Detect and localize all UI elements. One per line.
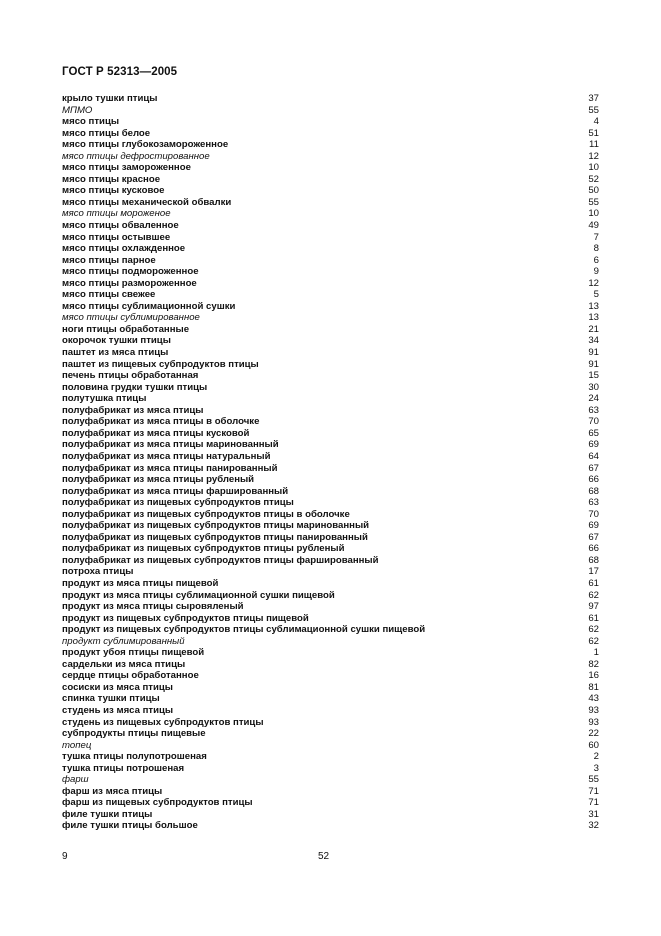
- index-entry: [62, 740, 599, 752]
- index-term: мясо птицы: [62, 116, 120, 128]
- index-entry: [62, 185, 599, 197]
- index-page-ref: 12: [588, 277, 599, 289]
- index-term: субпродукты птицы пищевые: [62, 728, 206, 740]
- index-page-ref: 13: [588, 312, 599, 324]
- index-term: печень птицы обработанная: [62, 370, 199, 382]
- index-entry: [62, 578, 599, 590]
- index-entry: [62, 497, 599, 509]
- index-entry: [62, 208, 599, 220]
- index-page-ref: 62: [588, 624, 599, 636]
- index-term: мясо птицы свежее: [62, 289, 156, 301]
- index-term: полуфабрикат из пищевых субпродуктов птицы рубленый: [62, 543, 345, 555]
- index-page-ref: 1: [593, 647, 599, 659]
- index-entry: [62, 693, 599, 705]
- index-entry: [62, 335, 599, 347]
- index-entry: [62, 382, 599, 394]
- index-page-ref: 16: [588, 670, 599, 682]
- index-entry: [62, 312, 599, 324]
- index-page-ref: 93: [588, 704, 599, 716]
- index-entry: [62, 393, 599, 405]
- index-entry: [62, 128, 599, 140]
- footer-left-number: 9: [62, 851, 68, 862]
- index-term: окорочок тушки птицы: [62, 335, 171, 347]
- index-entry: [62, 474, 599, 486]
- index-entry: [62, 659, 599, 671]
- index-entry: [62, 232, 599, 244]
- index-term: мясо птицы парное: [62, 254, 156, 266]
- index-page-ref: 62: [588, 635, 599, 647]
- index-entry: [62, 624, 599, 636]
- index-page-ref: 61: [588, 577, 599, 589]
- index-entry: [62, 763, 599, 775]
- index-page-ref: 67: [588, 531, 599, 543]
- index-entry: [62, 416, 599, 428]
- index-entry: [62, 174, 599, 186]
- index-entry: [62, 728, 599, 740]
- index-term: продукт из мяса птицы сублимационной сушки пищевой: [62, 589, 335, 601]
- index-page-ref: 91: [588, 358, 599, 370]
- index-page-ref: 5: [593, 289, 599, 301]
- index-entry: [62, 647, 599, 659]
- index-page-ref: 66: [588, 474, 599, 486]
- index-page-ref: 52: [588, 173, 599, 185]
- index-term: полуфабрикат из мяса птицы рубленый: [62, 474, 255, 486]
- index-page-ref: 50: [588, 185, 599, 197]
- index-term: студень из мяса птицы: [62, 704, 174, 716]
- index-entry: [62, 301, 599, 313]
- index-page-ref: 61: [588, 612, 599, 624]
- document-header: ГОСТ Р 52313—2005: [62, 66, 178, 78]
- index-entry: [62, 520, 599, 532]
- index-page-ref: 55: [588, 774, 599, 786]
- alphabetical-index: [62, 93, 599, 832]
- index-term: студень из пищевых субпродуктов птицы: [62, 716, 264, 728]
- index-entry: [62, 93, 599, 105]
- index-page-ref: 32: [588, 820, 599, 832]
- index-page-ref: 12: [588, 150, 599, 162]
- index-page-ref: 55: [588, 104, 599, 116]
- index-term: топец: [62, 739, 92, 751]
- index-page-ref: 81: [588, 681, 599, 693]
- index-entry: [62, 774, 599, 786]
- index-entry: [62, 670, 599, 682]
- index-entry: [62, 786, 599, 798]
- index-entry: [62, 162, 599, 174]
- index-entry: [62, 151, 599, 163]
- index-entry: [62, 613, 599, 625]
- index-page-ref: 63: [588, 404, 599, 416]
- index-term: полуфабрикат из пищевых субпродуктов птицы: [62, 497, 294, 509]
- index-page-ref: 93: [588, 716, 599, 728]
- index-term: продукт сублимированный: [62, 635, 185, 647]
- index-term: продукт из пищевых субпродуктов птицы сублимационной сушки пищевой: [62, 624, 426, 636]
- index-page-ref: 60: [588, 739, 599, 751]
- index-term: полуфабрикат из мяса птицы фаршированный: [62, 485, 289, 497]
- index-entry: [62, 255, 599, 267]
- index-term: мясо птицы кусковое: [62, 185, 165, 197]
- index-term: филе тушки птицы большое: [62, 820, 198, 832]
- index-page-ref: 69: [588, 520, 599, 532]
- index-term: мясо птицы красное: [62, 173, 161, 185]
- index-page-ref: 70: [588, 416, 599, 428]
- index-page-ref: 3: [593, 762, 599, 774]
- index-entry: [62, 405, 599, 417]
- index-term: паштет из мяса птицы: [62, 347, 169, 359]
- index-entry: [62, 370, 599, 382]
- index-page-ref: 15: [588, 370, 599, 382]
- index-page-ref: 6: [593, 254, 599, 266]
- index-entry: [62, 751, 599, 763]
- index-term: МПМО: [62, 104, 93, 116]
- index-entry: [62, 289, 599, 301]
- index-entry: [62, 220, 599, 232]
- index-term: тушка птицы потрошеная: [62, 762, 185, 774]
- index-term: продукт из мяса птицы пищевой: [62, 577, 219, 589]
- index-page-ref: 97: [588, 601, 599, 613]
- index-entry: [62, 139, 599, 151]
- index-entry: [62, 509, 599, 521]
- index-entry: [62, 347, 599, 359]
- index-entry: [62, 439, 599, 451]
- index-page-ref: 24: [588, 393, 599, 405]
- index-entry: [62, 555, 599, 567]
- index-term: полуфабрикат из мяса птицы кусковой: [62, 427, 250, 439]
- index-page-ref: 8: [593, 243, 599, 255]
- index-entry: [62, 278, 599, 290]
- index-term: мясо птицы мороженое: [62, 208, 171, 220]
- index-page-ref: 30: [588, 381, 599, 393]
- index-entry: [62, 463, 599, 475]
- index-page-ref: 62: [588, 589, 599, 601]
- index-page-ref: 21: [588, 323, 599, 335]
- index-entry: [62, 105, 599, 117]
- index-term: полутушка птицы: [62, 393, 147, 405]
- index-term: полуфабрикат из мяса птицы панированный: [62, 462, 278, 474]
- index-term: филе тушки птицы: [62, 808, 153, 820]
- index-page-ref: 68: [588, 554, 599, 566]
- index-page-ref: 67: [588, 462, 599, 474]
- index-page-ref: 71: [588, 797, 599, 809]
- index-entry: [62, 451, 599, 463]
- index-entry: [62, 797, 599, 809]
- index-term: полуфабрикат из пищевых субпродуктов птицы в оболочке: [62, 508, 350, 520]
- index-page-ref: 82: [588, 658, 599, 670]
- index-term: мясо птицы дефростированное: [62, 150, 210, 162]
- page-number: 52: [318, 851, 330, 862]
- index-term: мясо птицы сублимационной сушки: [62, 300, 236, 312]
- index-term: мясо птицы механической обвалки: [62, 196, 232, 208]
- index-term: фарш из мяса птицы: [62, 785, 163, 797]
- index-entry: [62, 820, 599, 832]
- index-term: полуфабрикат из мяса птицы маринованный: [62, 439, 279, 451]
- index-page-ref: 37: [588, 93, 599, 104]
- index-entry: [62, 243, 599, 255]
- index-page-ref: 66: [588, 543, 599, 555]
- index-page-ref: 71: [588, 785, 599, 797]
- index-term: фарш из пищевых субпродуктов птицы: [62, 797, 253, 809]
- index-page-ref: 43: [588, 693, 599, 705]
- index-term: мясо птицы размороженное: [62, 277, 197, 289]
- index-term: ноги птицы обработанные: [62, 323, 190, 335]
- index-page-ref: 2: [593, 751, 599, 763]
- index-term: паштет из пищевых субпродуктов птицы: [62, 358, 259, 370]
- index-term: полуфабрикат из пищевых субпродуктов птицы панированный: [62, 531, 368, 543]
- index-term: полуфабрикат из пищевых субпродуктов птицы фаршированный: [62, 554, 379, 566]
- index-page-ref: 22: [588, 728, 599, 740]
- index-page-ref: 69: [588, 439, 599, 451]
- index-term: полуфабрикат из мяса птицы: [62, 404, 204, 416]
- index-entry: [62, 809, 599, 821]
- index-entry: [62, 116, 599, 128]
- index-entry: [62, 266, 599, 278]
- index-entry: [62, 543, 599, 555]
- index-page-ref: 31: [588, 808, 599, 820]
- index-page-ref: 55: [588, 196, 599, 208]
- index-term: мясо птицы обваленное: [62, 220, 179, 232]
- index-term: мясо птицы замороженное: [62, 162, 191, 174]
- index-term: продукт из пищевых субпродуктов птицы пищевой: [62, 612, 309, 624]
- index-page-ref: 49: [588, 220, 599, 232]
- index-page-ref: 68: [588, 485, 599, 497]
- index-term: фарш: [62, 774, 89, 786]
- index-entry: [62, 636, 599, 648]
- index-page-ref: 9: [593, 266, 599, 278]
- index-term: полуфабрикат из мяса птицы натуральный: [62, 450, 271, 462]
- index-page-ref: 10: [588, 208, 599, 220]
- index-page-ref: 64: [588, 450, 599, 462]
- index-entry: [62, 682, 599, 694]
- index-entry: [62, 705, 599, 717]
- index-term: полуфабрикат из мяса птицы в оболочке: [62, 416, 260, 428]
- index-term: крыло тушки птицы: [62, 93, 158, 104]
- index-entry: [62, 566, 599, 578]
- index-page-ref: 34: [588, 335, 599, 347]
- index-term: половина грудки тушки птицы: [62, 381, 208, 393]
- index-term: спинка тушки птицы: [62, 693, 160, 705]
- index-page-ref: 91: [588, 347, 599, 359]
- index-term: потроха птицы: [62, 566, 134, 578]
- index-term: мясо птицы глубокозамороженное: [62, 139, 229, 151]
- index-page-ref: 65: [588, 427, 599, 439]
- index-entry: [62, 359, 599, 371]
- index-term: сардельки из мяса птицы: [62, 658, 186, 670]
- index-term: сердце птицы обработанное: [62, 670, 199, 682]
- index-page-ref: 17: [588, 566, 599, 578]
- index-term: мясо птицы сублимированное: [62, 312, 200, 324]
- index-term: продукт убоя птицы пищевой: [62, 647, 205, 659]
- index-entry: [62, 590, 599, 602]
- index-entry: [62, 324, 599, 336]
- index-entry: [62, 428, 599, 440]
- index-term: сосиски из мяса птицы: [62, 681, 173, 693]
- index-entry: [62, 717, 599, 729]
- index-page-ref: 10: [588, 162, 599, 174]
- index-term: продукт из мяса птицы сыровяленый: [62, 601, 244, 613]
- index-entry: [62, 197, 599, 209]
- index-term: мясо птицы остывшее: [62, 231, 171, 243]
- index-term: полуфабрикат из пищевых субпродуктов птицы маринованный: [62, 520, 370, 532]
- index-page-ref: 70: [588, 508, 599, 520]
- index-page-ref: 4: [593, 116, 599, 128]
- index-entry: [62, 601, 599, 613]
- index-term: мясо птицы белое: [62, 127, 151, 139]
- index-term: мясо птицы охлажденное: [62, 243, 186, 255]
- index-page-ref: 13: [588, 300, 599, 312]
- index-page-ref: 11: [589, 139, 599, 151]
- index-page-ref: 51: [588, 127, 599, 139]
- index-term: мясо птицы подмороженное: [62, 266, 199, 278]
- index-page-ref: 63: [588, 497, 599, 509]
- index-entry: [62, 486, 599, 498]
- index-term: тушка птицы полупотрошеная: [62, 751, 207, 763]
- index-entry: [62, 532, 599, 544]
- index-page-ref: 7: [593, 231, 599, 243]
